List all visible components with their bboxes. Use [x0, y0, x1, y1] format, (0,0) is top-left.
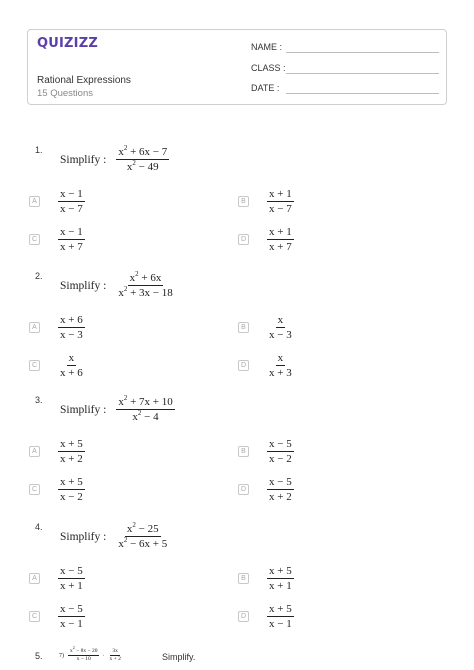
question-5-expression	[59, 645, 123, 663]
option-letter-box[interactable]: B	[238, 573, 249, 584]
question-count: 15 Questions	[37, 88, 93, 99]
fraction-denominator: $x^2 - 4$	[132, 409, 159, 423]
question-number: 1.	[35, 145, 43, 155]
fraction-denominator: x − 2	[60, 491, 83, 503]
simplify-label: Simplify :	[60, 153, 107, 166]
simplify-label: Simplify :	[60, 530, 107, 543]
answer-option-a[interactable]	[29, 437, 85, 466]
fraction-denominator: x + 2	[269, 491, 292, 503]
fraction-numerator: x + 5	[60, 438, 83, 450]
answer-option-b[interactable]	[238, 564, 294, 593]
option-fraction	[267, 475, 294, 504]
name-field[interactable]	[286, 52, 439, 53]
date-field[interactable]	[286, 93, 439, 94]
option-fraction	[58, 351, 85, 380]
option-fraction	[267, 351, 294, 380]
option-letter-box[interactable]: B	[238, 196, 249, 207]
fraction-denominator: x + 1	[269, 580, 292, 592]
fraction-denominator: x − 3	[269, 329, 292, 341]
option-letter-box[interactable]: C	[29, 484, 40, 495]
answer-option-d[interactable]	[238, 602, 294, 631]
answer-option-c[interactable]	[29, 602, 85, 631]
quizizz-logo: QUIZIZZ	[37, 36, 98, 51]
question-5-fraction-2	[107, 648, 122, 663]
option-fraction	[267, 313, 294, 342]
question-5-item-label: 7)	[59, 652, 64, 659]
stem-fraction	[116, 395, 174, 424]
class-label: CLASS :	[251, 63, 286, 73]
option-letter-box[interactable]: A	[29, 573, 40, 584]
fraction-denominator: x − 1	[60, 618, 83, 630]
option-fraction	[58, 602, 85, 631]
fraction-denominator: x − 3	[60, 329, 83, 341]
fraction-denominator: x − 1	[269, 618, 292, 630]
answer-option-b[interactable]	[238, 187, 294, 216]
answer-option-b[interactable]	[238, 313, 294, 342]
option-letter-box[interactable]: D	[238, 234, 249, 245]
fraction-numerator: x − 5	[60, 603, 83, 615]
fraction-numerator: x	[68, 352, 75, 364]
option-letter-box[interactable]: D	[238, 360, 249, 371]
fraction-denominator: x + 1	[60, 580, 83, 592]
answer-option-a[interactable]	[29, 564, 85, 593]
fraction-denominator: x − 10	[76, 656, 91, 662]
fraction-numerator: x + 6	[60, 314, 83, 326]
simplify-label: Simplify :	[60, 279, 107, 292]
option-letter-box[interactable]: B	[238, 446, 249, 457]
class-field[interactable]	[286, 73, 439, 74]
option-letter-box[interactable]: D	[238, 611, 249, 622]
answer-option-d[interactable]	[238, 475, 294, 504]
fraction-numerator: $x^2 - 8x - 20$	[70, 645, 98, 654]
stem-fraction	[116, 522, 169, 551]
option-fraction	[58, 187, 85, 216]
name-label: NAME :	[251, 42, 283, 52]
question-stem	[60, 522, 169, 551]
fraction-numerator: x	[277, 314, 284, 326]
option-letter-box[interactable]: B	[238, 322, 249, 333]
question-number: 2.	[35, 271, 43, 281]
answer-option-c[interactable]	[29, 475, 85, 504]
fraction-denominator: x + 6	[60, 367, 83, 379]
question-5-number: 5.	[35, 651, 43, 661]
fraction-numerator: x + 5	[60, 476, 83, 488]
option-fraction	[267, 187, 294, 216]
fraction-numerator: $x^2 - 25$	[126, 521, 159, 535]
option-fraction	[267, 564, 294, 593]
multiply-dot: ·	[102, 652, 105, 659]
fraction-numerator: x + 1	[269, 226, 292, 238]
fraction-numerator: x + 5	[269, 603, 292, 615]
question-5-prompt: Simplify.	[162, 652, 196, 662]
answer-option-c[interactable]	[29, 351, 85, 380]
fraction-numerator: x + 5	[269, 565, 292, 577]
fraction-numerator: $x^2 + 6x$	[129, 270, 162, 284]
option-letter-box[interactable]: C	[29, 611, 40, 622]
option-letter-box[interactable]: A	[29, 196, 40, 207]
option-fraction	[58, 437, 85, 466]
option-fraction	[58, 475, 85, 504]
fraction-denominator: x + 7	[60, 241, 83, 253]
fraction-denominator: x + 2	[60, 453, 83, 465]
option-letter-box[interactable]: A	[29, 322, 40, 333]
fraction-numerator: x − 5	[269, 438, 292, 450]
answer-option-d[interactable]	[238, 351, 294, 380]
fraction-denominator: x + 2	[109, 656, 121, 662]
fraction-denominator: x + 3	[269, 367, 292, 379]
fraction-denominator: $x^2 + 3x - 18$	[118, 285, 173, 299]
answer-option-a[interactable]	[29, 187, 85, 216]
fraction-numerator: $x^2 + 6x - 7$	[118, 144, 168, 158]
option-fraction	[267, 602, 294, 631]
fraction-denominator: x − 2	[269, 453, 292, 465]
fraction-denominator: x − 7	[60, 203, 83, 215]
question-5-fraction-1	[68, 645, 99, 663]
fraction-numerator: x − 1	[60, 226, 83, 238]
worksheet-header	[27, 29, 447, 105]
option-letter-box[interactable]: A	[29, 446, 40, 457]
fraction-numerator: x	[277, 352, 284, 364]
option-fraction	[58, 564, 85, 593]
option-fraction	[267, 437, 294, 466]
fraction-denominator: x − 7	[269, 203, 292, 215]
answer-option-d[interactable]	[238, 225, 294, 254]
question-stem	[60, 271, 175, 300]
question-number: 4.	[35, 522, 43, 532]
date-label: DATE :	[251, 83, 280, 93]
option-fraction	[58, 225, 85, 254]
option-letter-box[interactable]: C	[29, 234, 40, 245]
fraction-numerator: x + 1	[269, 188, 292, 200]
stem-fraction	[116, 145, 169, 174]
fraction-numerator: x − 5	[60, 565, 83, 577]
fraction-denominator: x + 7	[269, 241, 292, 253]
option-fraction	[58, 313, 85, 342]
answer-option-b[interactable]	[238, 437, 294, 466]
question-stem	[60, 145, 169, 174]
answer-option-a[interactable]	[29, 313, 85, 342]
simplify-label: Simplify :	[60, 403, 107, 416]
option-letter-box[interactable]: D	[238, 484, 249, 495]
fraction-numerator: x − 1	[60, 188, 83, 200]
answer-option-c[interactable]	[29, 225, 85, 254]
fraction-denominator: $x^2 - 49$	[126, 159, 159, 173]
question-number: 3.	[35, 395, 43, 405]
worksheet-title: Rational Expressions	[37, 75, 131, 86]
fraction-numerator: 3x	[112, 648, 118, 654]
fraction-numerator: $x^2 + 7x + 10$	[118, 394, 173, 408]
fraction-denominator: $x^2 - 6x + 5$	[118, 536, 168, 550]
option-letter-box[interactable]: C	[29, 360, 40, 371]
question-stem	[60, 395, 175, 424]
option-fraction	[267, 225, 294, 254]
stem-fraction	[116, 271, 174, 300]
fraction-numerator: x − 5	[269, 476, 292, 488]
